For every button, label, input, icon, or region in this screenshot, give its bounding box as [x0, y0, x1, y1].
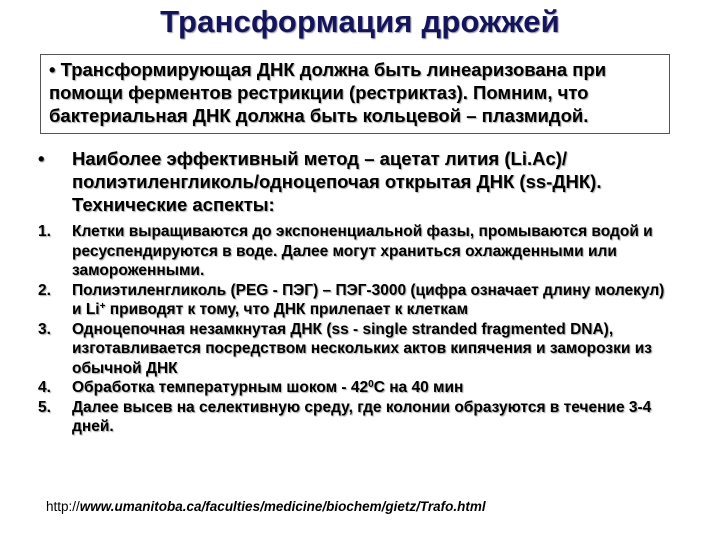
- step-item: [38, 222, 678, 281]
- main-bullet-point: [38, 147, 678, 216]
- step-number: 1.: [38, 223, 51, 240]
- source-link[interactable]: [46, 498, 486, 516]
- step-text: Полиэтиленгликоль (PEG - ПЭГ) – ПЭГ-3000 (цифра означает длину молекул) и Li: [72, 281, 665, 318]
- main-bullet-mark: •: [38, 148, 45, 169]
- step-number: 4.: [38, 379, 51, 396]
- step-number: 3.: [38, 320, 51, 338]
- step-item: [38, 281, 678, 320]
- step-text-cont: С на 40 мин: [373, 379, 464, 396]
- step-text: Далее высев на селективную среду, где колонии образуются в течение 3-4 дней.: [72, 398, 652, 435]
- step-number: 5.: [38, 398, 51, 416]
- link-address[interactable]: www.umanitoba.ca/faculties/medicine/biochem/gietz/Trafo.html: [79, 499, 486, 514]
- steps-list: [38, 222, 678, 437]
- step-text: Обработка температурным шоком - 42: [72, 379, 369, 396]
- slide-title: Трансформация дрожжей: [160, 4, 560, 39]
- step-number: 2.: [38, 281, 51, 299]
- step-text-cont: приводят к тому, что ДНК прилепает к клеткам: [105, 301, 469, 318]
- intro-bullet: •: [49, 59, 56, 80]
- superscript-plus: +: [99, 301, 106, 312]
- intro-box: [40, 54, 670, 134]
- step-text: Одноцепочная незамкнутая ДНК (ss - single stranded fragmented DNA), изготавливается посредством нескольких актов кипячения и заморозки из обычной ДНК: [72, 320, 652, 377]
- step-item: [38, 378, 678, 398]
- main-bullet-text: Наиболее эффективный метод – ацетат лития (Li.Ac)/полиэтиленгликоль/одноцепочая открытая ДНК (ss-ДНК). Технические аспекты:: [72, 148, 602, 215]
- step-item: [38, 320, 678, 379]
- link-prefix[interactable]: http://: [46, 499, 80, 514]
- intro-text: Трансформирующая ДНК должна быть линеаризована при помощи ферментов рестрикции (рестриктаз). Помним, что бактериальная ДНК должна быть кольцевой – плазмидой.: [49, 59, 607, 126]
- step-item: [38, 398, 678, 437]
- superscript-degree: 0: [368, 379, 374, 390]
- step-text: Клетки выращиваются до экспоненциальной фазы, промываются водой и ресуспендируются в воде. Далее могут храниться охлажденными или замороженными.: [72, 223, 653, 279]
